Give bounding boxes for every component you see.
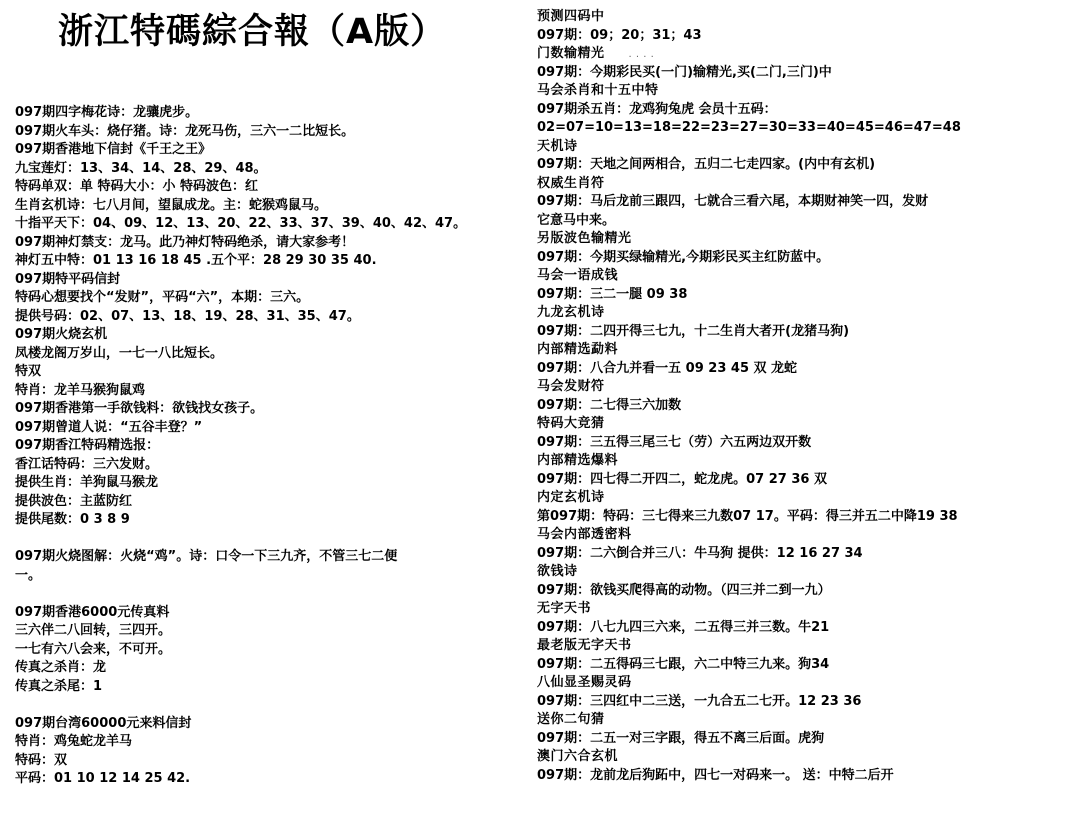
section-heading — [537, 341, 1075, 360]
section-heading — [537, 304, 1075, 323]
section-heading — [537, 674, 1075, 693]
text-line-text: 097期：天地之间两相合，五归二七走四家。(内中有玄机) — [537, 157, 876, 172]
text-line: 097期神灯禁支：龙马。此乃神灯特码绝杀，请大家参考！ — [15, 234, 355, 250]
text-line — [537, 64, 1075, 83]
text-line — [537, 693, 1075, 712]
text-line: 097期香江特码精选报： — [15, 438, 160, 453]
text-line — [537, 193, 1075, 212]
text-line-text: 097期：二四开得三七九，十二生肖大者开(龙猪马狗) — [537, 323, 850, 339]
section-heading-text: 欲钱诗 — [537, 564, 578, 579]
text-line-text: 它意马中来。 — [537, 212, 616, 228]
section-heading-text: 马会杀肖和十五中特 — [537, 83, 659, 98]
text-line: 平码：01 10 12 14 25 42. — [15, 771, 191, 786]
text-line: 097期四字梅花诗：龙骧虎步。 — [15, 105, 199, 120]
text-line: 传真之杀尾：1 — [15, 678, 103, 694]
text-line — [537, 767, 1075, 786]
text-line: 一七有六八会来，不可开。 — [15, 641, 172, 657]
section-heading — [537, 563, 1075, 582]
text-line: 传真之杀肖：龙 — [15, 660, 107, 675]
section-heading — [537, 378, 1075, 397]
text-line-text: 097期：今期彩民买(一门)输精光,买(二门,三门)中 — [537, 64, 832, 80]
section-heading — [537, 600, 1075, 619]
spacer — [15, 696, 535, 715]
text-line — [537, 545, 1075, 564]
text-line: 提供号码：02、07、13、18、19、28、31、35、47。 — [15, 308, 360, 324]
section-heading-text: 马会一语成钱 — [537, 268, 619, 283]
section-heading — [537, 415, 1075, 434]
section-heading — [537, 748, 1075, 767]
text-line-text: 097期：八七九四三六来，二五得三并三数。牛21 — [537, 619, 830, 635]
text-line: 神灯五中特：01 13 16 18 45 .五个平：28 29 30 35 40. — [15, 253, 377, 268]
section-heading-text: 最老版无字天书 — [537, 638, 632, 653]
section-heading — [537, 637, 1075, 656]
text-line — [537, 508, 1075, 527]
section-heading-text: 预测四码中 — [537, 9, 605, 24]
text-line — [537, 582, 1075, 601]
text-line — [537, 212, 1075, 231]
text-line — [537, 434, 1075, 453]
section-heading — [537, 267, 1075, 286]
text-line: 特码心想要找个“发财”，平码“六”，本期：三六。 — [15, 290, 310, 305]
section-heading-text: 内部精选勐料 — [537, 342, 619, 357]
section-heading-text: 权威生肖符 — [537, 175, 605, 191]
section-heading — [537, 526, 1075, 545]
section-heading-text: 马会内部透密料 — [537, 527, 632, 542]
text-line-text: 097期：二七得三六加数 — [537, 397, 682, 413]
section-heading-text: 门数输精光 — [537, 46, 605, 61]
section-heading-text: 澳门六合玄机 — [537, 749, 619, 764]
spacer — [15, 530, 535, 549]
text-line — [537, 323, 1075, 342]
text-line: 097期火车头：烧仔猪。诗：龙死马伤，三六一二比短长。 — [15, 123, 355, 139]
text-line: 097期香港6000元传真料 — [15, 604, 170, 620]
text-line: 提供生肖：羊狗鼠马猴龙 — [15, 475, 159, 490]
text-line: 提供波色：主蓝防红 — [15, 493, 133, 509]
text-line: 097期台湾60000元来料信封 — [15, 715, 192, 731]
text-line-text: 097期：二五得码三七跟，六二中特三九来。狗34 — [537, 656, 830, 672]
text-line: 十指平天下：04、09、12、13、20、22、33、37、39、40、42、47。 — [15, 216, 467, 231]
left-column — [15, 104, 535, 789]
text-line — [537, 397, 1075, 416]
text-line: 凤楼龙阁万岁山，一七一八比短长。 — [15, 345, 224, 361]
text-line — [537, 286, 1075, 305]
section-heading — [537, 230, 1075, 249]
text-line-text: 097期：09；20；31；43 — [537, 27, 702, 43]
section-heading-text: 马会发财符 — [537, 379, 605, 394]
text-line — [537, 730, 1075, 749]
text-line: 特肖：鸡兔蛇龙羊马 — [15, 734, 133, 749]
section-heading — [537, 452, 1075, 471]
text-line: 一。 — [15, 567, 42, 583]
text-line — [537, 119, 1075, 138]
text-line: 生肖玄机诗：七八月间，望鼠成龙。主：蛇猴鸡鼠马。 — [15, 197, 328, 213]
text-line-text: 097期：龙前龙后狗跖中，四七一对码来一。 送：中特二后开 — [537, 767, 894, 783]
text-line: 097期特平码信封 — [15, 271, 121, 287]
text-line — [537, 249, 1075, 268]
text-line-text: 097期：欲钱买爬得高的动物。（四三并二到一九） — [537, 582, 831, 598]
section-heading-text: 另版波色输精光 — [537, 231, 632, 246]
section-heading — [537, 175, 1075, 194]
text-line: 九宝莲灯：13、34、14、28、29、48。 — [15, 160, 267, 176]
text-line-text: 097期杀五肖：龙鸡狗兔虎 会员十五码： — [537, 101, 777, 117]
text-line: 特肖：龙羊马猴狗鼠鸡 — [15, 382, 146, 398]
section-heading — [537, 711, 1075, 730]
text-line: 097期香港第一手欲钱料：欲钱找女孩子。 — [15, 401, 264, 416]
text-line: 097期火烧玄机 — [15, 327, 108, 342]
text-line-text: 097期：三四红中二三送，一九合五二七开。12 23 36 — [537, 693, 862, 709]
text-line — [537, 156, 1075, 175]
text-line — [537, 656, 1075, 675]
text-line: 特码：双 — [15, 752, 68, 768]
right-column — [537, 8, 1075, 785]
section-heading-text: 内部精选爆料 — [537, 453, 619, 468]
text-line-text: 097期：四七得二开四二，蛇龙虎。07 27 36 双 — [537, 471, 827, 487]
section-heading — [537, 138, 1075, 157]
section-heading-text: 无字天书 — [537, 601, 592, 616]
text-line — [537, 619, 1075, 638]
page-title: 浙江特碼綜合報（A版） — [58, 12, 447, 52]
text-line-text: 097期：二五一对三字跟，得五不离三后面。虎狗 — [537, 730, 825, 746]
text-line: 特码单双：单 特码大小：小 特码波色：红 — [15, 179, 259, 194]
section-heading — [537, 82, 1075, 101]
section-heading-text: 九龙玄机诗 — [537, 305, 605, 320]
section-heading-text: 内定玄机诗 — [537, 490, 605, 505]
text-line-text: 097期：八合九并看一五 09 23 45 双 龙蛇 — [537, 360, 798, 376]
text-line: 香江话特码：三六发财。 — [15, 456, 159, 472]
text-line-text: 02=07=10=13=18=22=23=27=30=33=40=45=46=47=48 — [537, 120, 961, 135]
section-heading-text: 天机诗 — [537, 138, 578, 154]
section-heading — [537, 8, 1075, 27]
text-line-text: 第097期：特码：三七得来三九数07 17。平码：得三并五二中降19 38 — [537, 508, 958, 524]
text-line — [537, 360, 1075, 379]
text-line-text: 097期：二六倒合并三八：牛马狗 提供：12 16 27 34 — [537, 545, 863, 561]
text-line: 特双 — [15, 364, 42, 379]
spacer — [15, 585, 535, 604]
text-line: 097期香港地下信封《千王之王》 — [15, 142, 212, 157]
text-line: 097期火烧图解：火烧“鸡”。诗：口令一下三九齐，不管三七二便 — [15, 549, 398, 564]
text-line-text: 097期：三五得三尾三七（劳）六五两边双开数 — [537, 434, 812, 450]
text-line: 提供尾数：0 3 8 9 — [15, 512, 130, 527]
section-heading-text: 八仙显圣赐灵码 — [537, 675, 632, 690]
text-line-text: 097期：三二一腿 09 38 — [537, 286, 688, 302]
section-heading — [537, 45, 1075, 64]
text-line — [537, 101, 1075, 120]
section-heading-text: 特码大竞猜 — [537, 416, 605, 431]
text-line: 097期曾道人说：“五谷丰登？” — [15, 419, 203, 435]
decorative-dots: . . . . — [628, 49, 655, 60]
text-line — [537, 27, 1075, 46]
section-heading-text: 送你二句猜 — [537, 712, 605, 727]
text-line-text: 097期：马后龙前三跟四，七就合三看六尾，本期财神笑一四，发财 — [537, 194, 929, 209]
text-line — [537, 471, 1075, 490]
section-heading — [537, 489, 1075, 508]
text-line: 三六伴二八回转，三四开。 — [15, 623, 172, 638]
text-line-text: 097期：今期买绿输精光,今期彩民买主红防蓝中。 — [537, 249, 830, 265]
